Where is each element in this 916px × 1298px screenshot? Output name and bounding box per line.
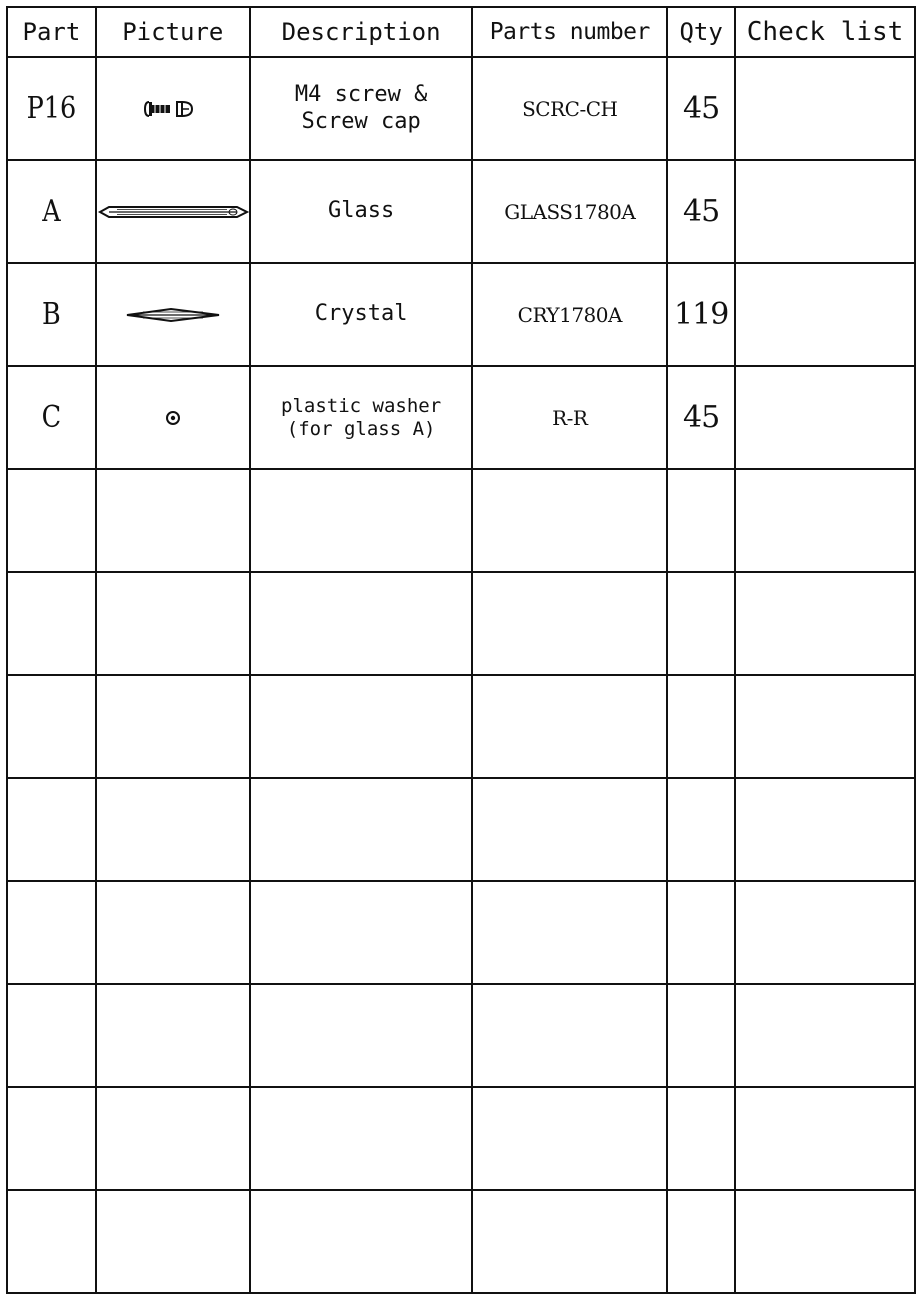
description-cell — [250, 263, 473, 366]
check-cell[interactable] — [735, 881, 915, 984]
part-id — [7, 675, 96, 778]
qty — [667, 469, 735, 572]
parts-number — [472, 675, 667, 778]
parts-number: SCRC-CH — [472, 57, 667, 160]
picture-cell — [96, 572, 250, 675]
blank-table-row — [7, 984, 915, 1087]
check-cell[interactable] — [735, 366, 915, 469]
description-cell — [250, 1087, 473, 1190]
part-id — [7, 881, 96, 984]
description-cell — [250, 57, 473, 160]
picture-cell — [96, 675, 250, 778]
table-row — [7, 263, 915, 366]
header-description: Description — [250, 7, 473, 57]
table-row — [7, 57, 915, 160]
part-id — [7, 984, 96, 1087]
qty — [667, 675, 735, 778]
table-row — [7, 366, 915, 469]
description-cell — [250, 778, 473, 881]
header-parts-number: Parts number — [472, 7, 667, 57]
part-id: P16 — [14, 57, 89, 160]
parts-number — [472, 984, 667, 1087]
glass-prism-icon — [97, 204, 249, 220]
description-cell — [250, 366, 473, 469]
picture-cell — [96, 57, 250, 160]
picture-cell — [96, 778, 250, 881]
check-cell[interactable] — [735, 1087, 915, 1190]
part-id — [7, 778, 96, 881]
check-cell[interactable] — [735, 778, 915, 881]
description-cell — [250, 675, 473, 778]
qty — [667, 984, 735, 1087]
blank-table-row — [7, 778, 915, 881]
qty — [667, 1190, 735, 1293]
part-id — [7, 469, 96, 572]
check-cell[interactable] — [735, 469, 915, 572]
qty — [667, 881, 735, 984]
picture-cell — [96, 881, 250, 984]
check-cell[interactable] — [735, 263, 915, 366]
picture-cell — [96, 469, 250, 572]
table-row — [7, 160, 915, 263]
parts-number — [472, 778, 667, 881]
part-id — [7, 572, 96, 675]
picture-cell — [96, 984, 250, 1087]
header-check-list: Check list — [735, 7, 915, 57]
check-cell[interactable] — [735, 57, 915, 160]
washer-icon — [165, 410, 181, 426]
description-line: plastic washer — [281, 394, 442, 417]
description-line: Glass — [327, 198, 395, 224]
parts-number: GLASS1780A — [472, 160, 667, 263]
parts-number — [472, 881, 667, 984]
qty: 45 — [667, 57, 735, 160]
crystal-icon — [123, 308, 223, 322]
blank-table-row — [7, 469, 915, 572]
parts-number: CRY1780A — [472, 263, 667, 366]
blank-table-row — [7, 675, 915, 778]
picture-cell — [96, 1190, 250, 1293]
blank-table-row — [7, 1087, 915, 1190]
part-id: B — [14, 263, 89, 366]
header-qty: Qty — [667, 7, 735, 57]
qty — [667, 572, 735, 675]
qty: 45 — [667, 366, 735, 469]
qty — [667, 1087, 735, 1190]
header-picture: Picture — [96, 7, 250, 57]
parts-number: R-R — [472, 366, 667, 469]
qty: 45 — [667, 160, 735, 263]
parts-number — [472, 469, 667, 572]
description-line: Crystal — [314, 301, 408, 327]
part-id: A — [14, 160, 89, 263]
header-part: Part — [7, 7, 96, 57]
picture-cell — [96, 160, 250, 263]
check-cell[interactable] — [735, 984, 915, 1087]
description-cell — [250, 469, 473, 572]
description-line: (for glass A) — [286, 417, 436, 440]
description-cell — [250, 1190, 473, 1293]
description-line: M4 screw & — [294, 82, 428, 108]
description-cell — [250, 881, 473, 984]
parts-check-table — [6, 6, 916, 1294]
picture-cell — [96, 366, 250, 469]
description-cell — [250, 984, 473, 1087]
description-line: Screw cap — [301, 108, 421, 134]
parts-number — [472, 1087, 667, 1190]
blank-table-row — [7, 572, 915, 675]
blank-table-row — [7, 881, 915, 984]
part-id — [7, 1190, 96, 1293]
parts-number — [472, 572, 667, 675]
description-cell — [250, 572, 473, 675]
picture-cell — [96, 263, 250, 366]
qty: 119 — [667, 263, 735, 366]
header-row — [7, 7, 915, 57]
check-cell[interactable] — [735, 675, 915, 778]
picture-cell — [96, 1087, 250, 1190]
part-id: C — [14, 366, 89, 469]
check-cell[interactable] — [735, 1190, 915, 1293]
parts-number — [472, 1190, 667, 1293]
description-cell — [250, 160, 473, 263]
check-cell[interactable] — [735, 160, 915, 263]
part-id — [7, 1087, 96, 1190]
blank-table-row — [7, 1190, 915, 1293]
screw-and-cap-icon — [143, 98, 203, 120]
qty — [667, 778, 735, 881]
check-cell[interactable] — [735, 572, 915, 675]
